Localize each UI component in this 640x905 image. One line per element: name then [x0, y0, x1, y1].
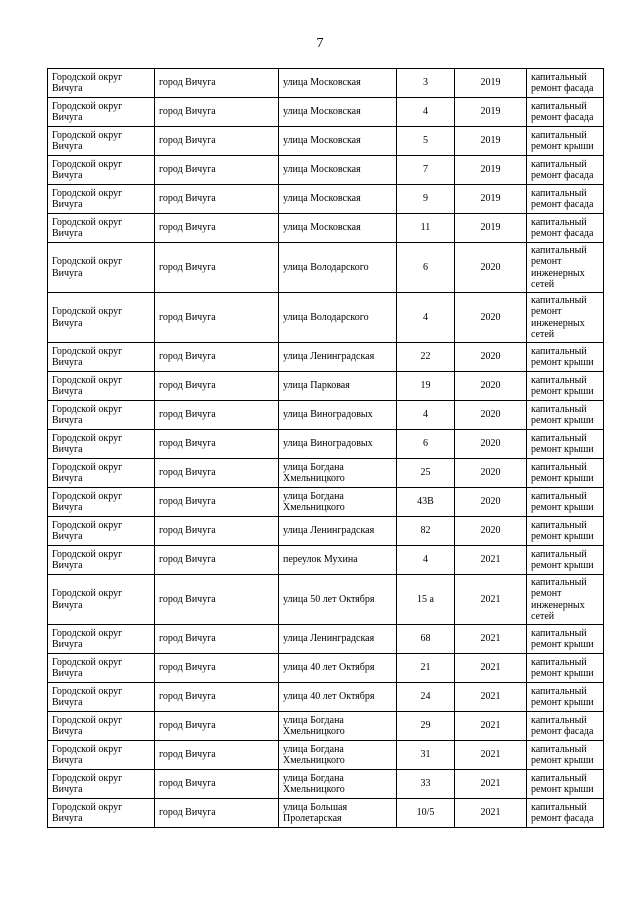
cell-street: улица Ленинградская	[279, 517, 397, 546]
cell-city: город Вичуга	[155, 799, 279, 828]
cell-year: 2021	[455, 625, 527, 654]
table-row	[48, 517, 604, 546]
cell-city: город Вичуга	[155, 127, 279, 156]
cell-city: город Вичуга	[155, 546, 279, 575]
cell-house: 22	[397, 343, 455, 372]
cell-okrug: Городской округ Вичуга	[48, 98, 155, 127]
cell-city: город Вичуга	[155, 214, 279, 243]
cell-okrug: Городской округ Вичуга	[48, 625, 155, 654]
table-row	[48, 488, 604, 517]
cell-city: город Вичуга	[155, 517, 279, 546]
table-row	[48, 546, 604, 575]
cell-street: улица Богдана Хмельницкого	[279, 741, 397, 770]
cell-year: 2021	[455, 546, 527, 575]
cell-city: город Вичуга	[155, 156, 279, 185]
cell-okrug: Городской округ Вичуга	[48, 741, 155, 770]
cell-street: улица 50 лет Октября	[279, 575, 397, 625]
cell-work: капитальный ремонт фасада	[527, 712, 604, 741]
cell-street: улица Володарского	[279, 293, 397, 343]
cell-year: 2020	[455, 343, 527, 372]
cell-house: 6	[397, 430, 455, 459]
cell-house: 9	[397, 185, 455, 214]
table-row	[48, 459, 604, 488]
cell-okrug: Городской округ Вичуга	[48, 185, 155, 214]
cell-okrug: Городской округ Вичуга	[48, 214, 155, 243]
cell-work: капитальный ремонт крыши	[527, 625, 604, 654]
cell-city: город Вичуга	[155, 401, 279, 430]
cell-city: город Вичуга	[155, 712, 279, 741]
cell-work: капитальный ремонт крыши	[527, 401, 604, 430]
table-row	[48, 185, 604, 214]
cell-work: капитальный ремонт инженерных сетей	[527, 575, 604, 625]
cell-street: улица Московская	[279, 185, 397, 214]
cell-street: улица Виноградовых	[279, 430, 397, 459]
cell-street: улица Богдана Хмельницкого	[279, 459, 397, 488]
table-row	[48, 69, 604, 98]
page-number: 7	[316, 36, 324, 51]
cell-okrug: Городской округ Вичуга	[48, 517, 155, 546]
cell-work: капитальный ремонт фасада	[527, 98, 604, 127]
cell-okrug: Городской округ Вичуга	[48, 459, 155, 488]
cell-city: город Вичуга	[155, 575, 279, 625]
table-row	[48, 770, 604, 799]
cell-street: улица Московская	[279, 98, 397, 127]
cell-year: 2021	[455, 799, 527, 828]
cell-city: город Вичуга	[155, 741, 279, 770]
cell-work: капитальный ремонт крыши	[527, 770, 604, 799]
table-row	[48, 214, 604, 243]
table-row	[48, 343, 604, 372]
cell-okrug: Городской округ Вичуга	[48, 127, 155, 156]
cell-work: капитальный ремонт крыши	[527, 654, 604, 683]
cell-okrug: Городской округ Вичуга	[48, 430, 155, 459]
cell-okrug: Городской округ Вичуга	[48, 488, 155, 517]
cell-house: 25	[397, 459, 455, 488]
cell-house: 4	[397, 401, 455, 430]
cell-house: 68	[397, 625, 455, 654]
cell-street: улица Володарского	[279, 243, 397, 293]
cell-work: капитальный ремонт инженерных сетей	[527, 243, 604, 293]
cell-city: город Вичуга	[155, 770, 279, 799]
cell-house: 15 а	[397, 575, 455, 625]
cell-work: капитальный ремонт фасада	[527, 799, 604, 828]
cell-street: улица 40 лет Октября	[279, 654, 397, 683]
cell-okrug: Городской округ Вичуга	[48, 343, 155, 372]
cell-work: капитальный ремонт фасада	[527, 69, 604, 98]
table-row	[48, 401, 604, 430]
cell-year: 2020	[455, 459, 527, 488]
table-body	[48, 69, 604, 828]
cell-house: 4	[397, 546, 455, 575]
cell-house: 82	[397, 517, 455, 546]
cell-year: 2020	[455, 372, 527, 401]
repair-schedule-table	[47, 68, 604, 828]
cell-city: город Вичуга	[155, 69, 279, 98]
cell-street: улица Московская	[279, 156, 397, 185]
cell-year: 2020	[455, 401, 527, 430]
cell-street: улица 40 лет Октября	[279, 683, 397, 712]
cell-city: город Вичуга	[155, 625, 279, 654]
cell-year: 2020	[455, 430, 527, 459]
table-row	[48, 625, 604, 654]
cell-street: улица Богдана Хмельницкого	[279, 770, 397, 799]
cell-year: 2019	[455, 98, 527, 127]
cell-street: улица Ленинградская	[279, 625, 397, 654]
cell-street: улица Богдана Хмельницкого	[279, 488, 397, 517]
table-row	[48, 98, 604, 127]
cell-year: 2019	[455, 127, 527, 156]
cell-work: капитальный ремонт фасада	[527, 185, 604, 214]
cell-okrug: Городской округ Вичуга	[48, 243, 155, 293]
cell-street: улица Московская	[279, 214, 397, 243]
cell-okrug: Городской округ Вичуга	[48, 575, 155, 625]
cell-city: город Вичуга	[155, 430, 279, 459]
cell-street: улица Ленинградская	[279, 343, 397, 372]
cell-year: 2021	[455, 654, 527, 683]
cell-house: 7	[397, 156, 455, 185]
cell-work: капитальный ремонт крыши	[527, 741, 604, 770]
cell-street: переулок Мухина	[279, 546, 397, 575]
cell-house: 24	[397, 683, 455, 712]
table-row	[48, 156, 604, 185]
table-row	[48, 654, 604, 683]
cell-okrug: Городской округ Вичуга	[48, 712, 155, 741]
cell-year: 2019	[455, 156, 527, 185]
cell-work: капитальный ремонт крыши	[527, 683, 604, 712]
table-row	[48, 712, 604, 741]
cell-house: 5	[397, 127, 455, 156]
cell-year: 2019	[455, 185, 527, 214]
cell-work: капитальный ремонт крыши	[527, 459, 604, 488]
table-row	[48, 683, 604, 712]
cell-okrug: Городской округ Вичуга	[48, 293, 155, 343]
cell-house: 31	[397, 741, 455, 770]
cell-okrug: Городской округ Вичуга	[48, 69, 155, 98]
cell-year: 2021	[455, 712, 527, 741]
table-row	[48, 293, 604, 343]
cell-year: 2021	[455, 683, 527, 712]
cell-house: 19	[397, 372, 455, 401]
cell-city: город Вичуга	[155, 243, 279, 293]
cell-year: 2021	[455, 575, 527, 625]
table-row	[48, 127, 604, 156]
cell-city: город Вичуга	[155, 372, 279, 401]
cell-house: 29	[397, 712, 455, 741]
cell-okrug: Городской округ Вичуга	[48, 799, 155, 828]
cell-street: улица Московская	[279, 69, 397, 98]
cell-okrug: Городской округ Вичуга	[48, 372, 155, 401]
table-row	[48, 575, 604, 625]
cell-year: 2021	[455, 741, 527, 770]
cell-house: 6	[397, 243, 455, 293]
cell-year: 2020	[455, 293, 527, 343]
cell-okrug: Городской округ Вичуга	[48, 770, 155, 799]
cell-house: 33	[397, 770, 455, 799]
cell-house: 21	[397, 654, 455, 683]
table-row	[48, 799, 604, 828]
cell-work: капитальный ремонт крыши	[527, 546, 604, 575]
cell-street: улица Большая Пролетарская	[279, 799, 397, 828]
cell-house: 4	[397, 293, 455, 343]
cell-house: 43В	[397, 488, 455, 517]
cell-okrug: Городской округ Вичуга	[48, 401, 155, 430]
cell-house: 4	[397, 98, 455, 127]
cell-work: капитальный ремонт крыши	[527, 343, 604, 372]
cell-city: город Вичуга	[155, 343, 279, 372]
cell-city: город Вичуга	[155, 98, 279, 127]
cell-city: город Вичуга	[155, 293, 279, 343]
cell-city: город Вичуга	[155, 185, 279, 214]
cell-street: улица Парковая	[279, 372, 397, 401]
cell-street: улица Богдана Хмельницкого	[279, 712, 397, 741]
cell-okrug: Городской округ Вичуга	[48, 546, 155, 575]
cell-work: капитальный ремонт крыши	[527, 430, 604, 459]
cell-work: капитальный ремонт фасада	[527, 156, 604, 185]
cell-street: улица Московская	[279, 127, 397, 156]
table-row	[48, 372, 604, 401]
cell-city: город Вичуга	[155, 459, 279, 488]
cell-work: капитальный ремонт фасада	[527, 214, 604, 243]
cell-house: 11	[397, 214, 455, 243]
cell-city: город Вичуга	[155, 654, 279, 683]
table-row	[48, 741, 604, 770]
cell-street: улица Виноградовых	[279, 401, 397, 430]
cell-year: 2019	[455, 69, 527, 98]
cell-year: 2020	[455, 517, 527, 546]
table-row	[48, 430, 604, 459]
cell-year: 2020	[455, 488, 527, 517]
cell-okrug: Городской округ Вичуга	[48, 683, 155, 712]
cell-okrug: Городской округ Вичуга	[48, 654, 155, 683]
cell-house: 10/5	[397, 799, 455, 828]
table-row	[48, 243, 604, 293]
cell-work: капитальный ремонт крыши	[527, 372, 604, 401]
cell-year: 2019	[455, 214, 527, 243]
cell-city: город Вичуга	[155, 683, 279, 712]
cell-city: город Вичуга	[155, 488, 279, 517]
cell-work: капитальный ремонт крыши	[527, 488, 604, 517]
cell-house: 3	[397, 69, 455, 98]
cell-work: капитальный ремонт инженерных сетей	[527, 293, 604, 343]
cell-year: 2021	[455, 770, 527, 799]
cell-work: капитальный ремонт крыши	[527, 127, 604, 156]
cell-okrug: Городской округ Вичуга	[48, 156, 155, 185]
cell-year: 2020	[455, 243, 527, 293]
cell-work: капитальный ремонт крыши	[527, 517, 604, 546]
